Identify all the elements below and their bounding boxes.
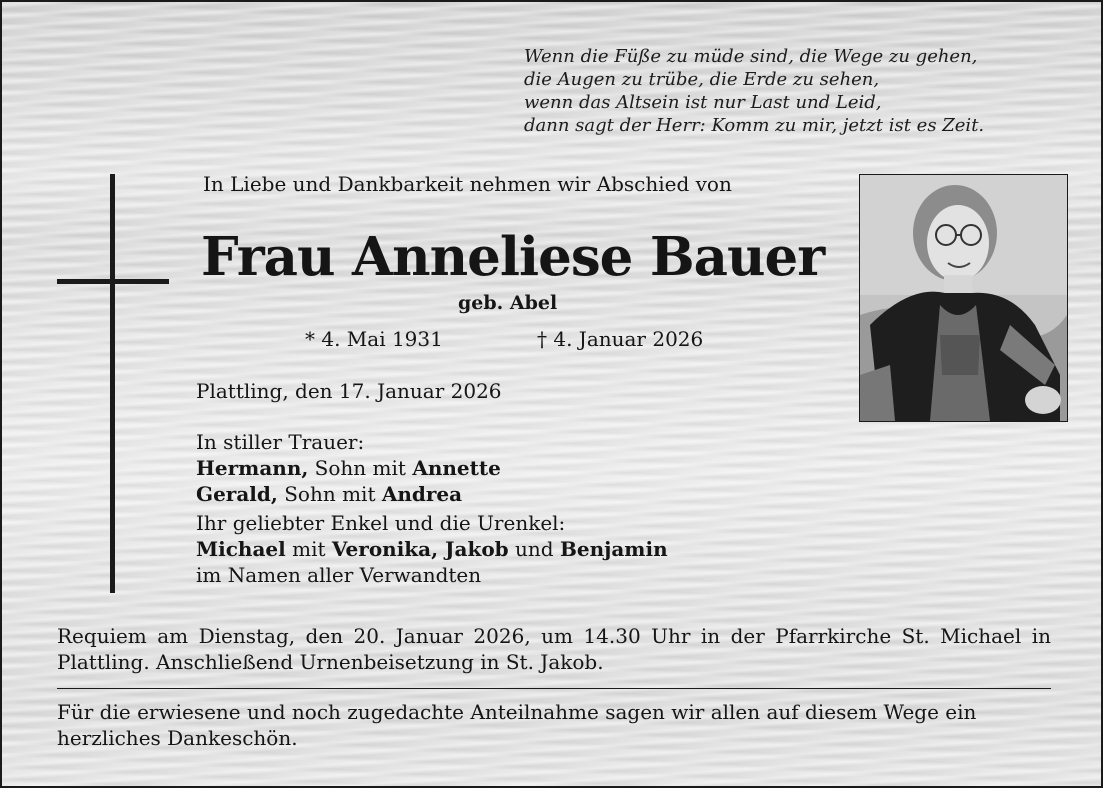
poem-line: dann sagt der Herr: Komm zu mir, jetzt ist es Zeit. — [524, 115, 985, 136]
poem-line: die Augen zu trübe, die Erde zu sehen, — [524, 69, 880, 90]
relatives-line: im Namen aller Verwandten — [196, 563, 482, 587]
mourner-line: Gerald, Sohn mit Andrea — [196, 482, 463, 506]
mourner-line: Michael mit Veronika, Jakob und Benjamin — [196, 537, 668, 561]
mourner-name: Annette — [412, 456, 501, 480]
deceased-name: Frau Anneliese Bauer — [201, 226, 825, 288]
requiem-info: Requiem am Dienstag, den 20. Januar 2026, um 14.30 Uhr in der Pfarrkirche St. Michael in Plattling. Anschließend Urnenbeisetzung in St. Jakob. — [57, 624, 1051, 674]
portrait-photo — [859, 174, 1068, 422]
mourner-name: Michael — [196, 537, 286, 561]
mourners-list — [196, 429, 668, 588]
portrait-image — [860, 175, 1067, 421]
mourner-line: Hermann, Sohn mit Annette — [196, 456, 501, 480]
mourner-name: Veronika, Jakob — [331, 537, 509, 561]
divider — [57, 688, 1051, 689]
death-date: † 4. Januar 2026 — [537, 327, 704, 351]
mourner-name: Hermann, — [196, 456, 309, 480]
thanks-note: Für die erwiesene und noch zugedachte Anteilnahme sagen wir allen auf diesem Wege ein herzliches Dankeschön. — [57, 700, 977, 750]
poem-line: wenn das Altsein ist nur Last und Leid, — [524, 92, 882, 113]
grandchildren-heading: Ihr geliebter Enkel und die Urenkel: — [196, 511, 566, 535]
cross-icon-bar — [57, 279, 169, 284]
poem-line: Wenn die Füße zu müde sind, die Wege zu gehen, — [524, 46, 978, 67]
mourner-name: Andrea — [381, 482, 463, 506]
poem — [524, 45, 984, 137]
mourner-name: Benjamin — [559, 537, 668, 561]
mourners-heading: In stiller Trauer: — [196, 430, 365, 454]
birth-date: * 4. Mai 1931 — [305, 327, 443, 351]
mourner-name: Gerald, — [196, 482, 278, 506]
cross-icon — [110, 174, 115, 593]
place-date: Plattling, den 17. Januar 2026 — [196, 379, 502, 403]
intro-line: In Liebe und Dankbarkeit nehmen wir Abschied von — [203, 172, 732, 196]
maiden-name: geb. Abel — [458, 292, 558, 314]
